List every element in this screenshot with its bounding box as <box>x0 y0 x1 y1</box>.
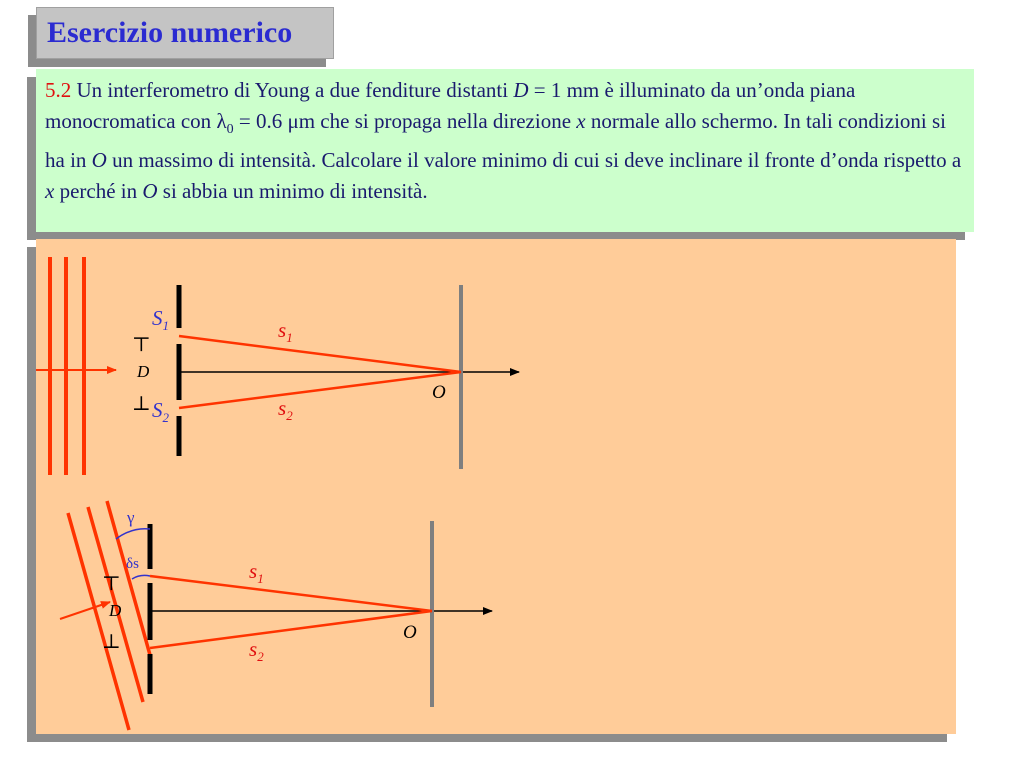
tilted-ray-s1 <box>150 576 432 611</box>
tilted-ray-s2 <box>150 611 432 648</box>
problem-text-2: = 1 mm è illuminato da un’onda piana monocromatica con <box>45 78 856 133</box>
label-S1: $S_1$ <box>152 306 169 333</box>
problem-statement <box>36 69 974 232</box>
tilted-label-O: O <box>403 622 417 643</box>
var-O: O <box>91 148 107 173</box>
problem-text-6: perché in <box>59 179 138 204</box>
tilted-label-s1: $s_1$ <box>249 559 264 586</box>
diagram-tilted-incidence <box>60 501 492 730</box>
label-O: O <box>432 382 446 403</box>
problem-text-3: = 0.6 μm che si propaga nella direzione <box>238 109 572 133</box>
label-D: D <box>137 362 150 381</box>
ray-s2 <box>179 372 461 408</box>
label-s2: $s_2$ <box>278 396 293 423</box>
gamma-angle-arc <box>116 529 150 539</box>
problem-number: 5.2 <box>45 78 72 102</box>
var-x-2: x <box>45 179 55 204</box>
problem-text-4: normale allo schermo. In tali condizioni si ha in <box>45 109 947 173</box>
tilted-label-s2: $s_2$ <box>249 637 264 664</box>
problem-text-5: un massimo di intensità. Calcolare il valore minimo di cui si deve inclinare il fronte d’onda rispetto a <box>112 148 962 173</box>
var-lambda: $\lambda_0$ <box>216 109 234 138</box>
delta-s-arc <box>132 575 150 579</box>
tilted-incident-arrow <box>60 602 110 619</box>
label-s1: $s_1$ <box>278 318 293 345</box>
dimension-tick-top: ⊤ <box>132 334 151 356</box>
var-x: x <box>576 109 586 133</box>
tilted-dimension-tick-bottom: ⊥ <box>102 631 121 653</box>
diagram-svg <box>36 239 956 734</box>
label-delta-s: δs <box>126 556 139 572</box>
tilted-label-D: D <box>109 601 122 620</box>
diagram-panel <box>36 239 956 734</box>
tilted-dimension-tick-top: ⊤ <box>102 573 121 595</box>
diagram-normal-incidence <box>36 257 519 475</box>
label-gamma: γ <box>127 508 135 527</box>
var-O-2: O <box>142 179 158 204</box>
title-box <box>36 7 334 59</box>
dimension-tick-bottom: ⊥ <box>132 393 151 415</box>
var-D: D <box>513 78 529 102</box>
ray-s1 <box>179 336 461 372</box>
label-S2: $S_2$ <box>152 398 169 425</box>
problem-text-1: Un interferometro di Young a due fenditure distanti <box>76 78 509 102</box>
page-title: Esercizio numerico <box>47 16 293 49</box>
problem-text-7: si abbia un minimo di intensità. <box>162 179 428 204</box>
